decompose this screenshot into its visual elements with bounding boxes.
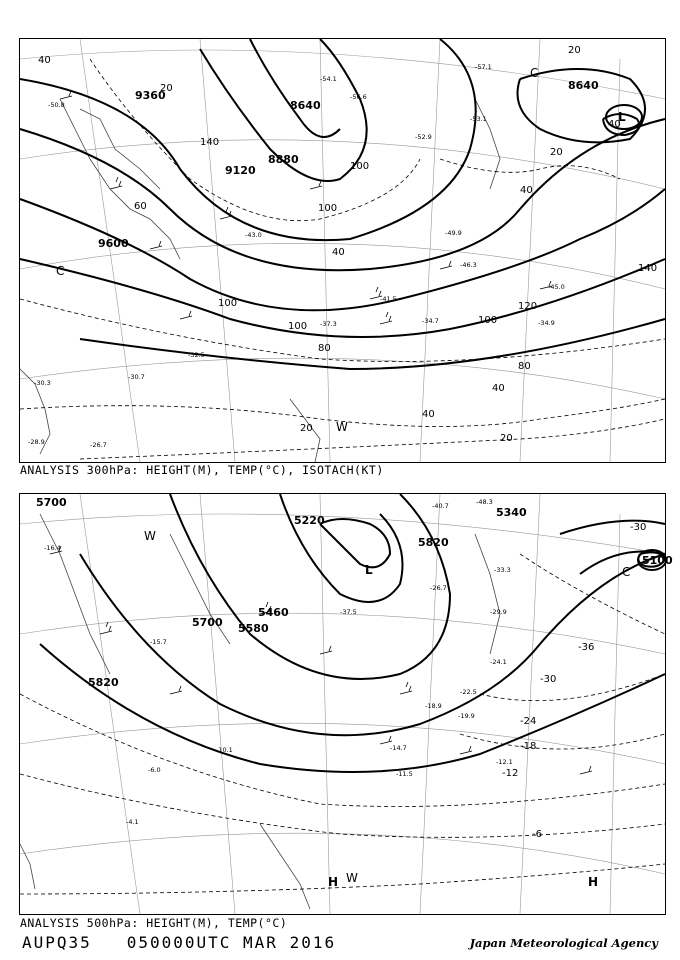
cold-center: C (56, 264, 65, 278)
isotach-label: 40 (38, 55, 51, 66)
caption-500hpa: ANALYSIS 500hPa: HEIGHT(M), TEMP(°C) (20, 916, 288, 930)
isotherm-label: -36 (578, 642, 595, 653)
isotach-label: 20 (500, 433, 513, 444)
chart-300hpa (19, 38, 666, 463)
temp-label: -50.8 (48, 101, 65, 109)
height-label: 8640 (290, 99, 321, 112)
temp-label: -19.9 (458, 712, 475, 720)
temp-label: -6.0 (148, 766, 161, 774)
isotach-label: 20 (300, 423, 313, 434)
isotach-label: 100 (218, 298, 238, 309)
temp-label: -15.7 (150, 638, 167, 646)
temp-label: -22.5 (460, 688, 477, 696)
isotherm-label: -12 (502, 768, 519, 779)
coastline (20, 99, 500, 462)
temp-label: -30.7 (128, 373, 145, 381)
isotach-label: 100 (318, 203, 338, 214)
height-label: 5820 (418, 536, 449, 549)
cold-center: C (530, 66, 539, 80)
map-300hpa (20, 39, 665, 462)
high-center: H (328, 875, 339, 889)
height-label: 5700 (36, 496, 67, 509)
temp-label: -18.9 (425, 702, 442, 710)
high-center: H (588, 875, 599, 889)
cold-center: C (622, 565, 631, 579)
isotach-label: 40 (492, 383, 505, 394)
temp-label: -11.5 (396, 770, 413, 778)
temp-label: -24.1 (490, 658, 507, 666)
temp-label: -30.3 (34, 379, 51, 387)
low-center: L (618, 110, 626, 124)
temp-label: -28.9 (28, 438, 45, 446)
height-label: 9600 (98, 237, 129, 250)
temp-label: -14.7 (390, 744, 407, 752)
isotach-label: 100 (288, 321, 308, 332)
isotach-label: 40 (608, 119, 621, 130)
isotach-label: 140 (200, 137, 220, 148)
isotach-label: 60 (134, 201, 147, 212)
temp-label: -33.3 (494, 566, 511, 574)
temp-label: -12.1 (496, 758, 513, 766)
temp-label: -57.1 (475, 63, 492, 71)
temp-label: -4.1 (126, 818, 139, 826)
temp-label: -34.9 (538, 319, 555, 327)
map-500hpa (20, 494, 673, 914)
height-label: 5220 (294, 514, 325, 527)
temp-label: -41.5 (380, 295, 397, 303)
isotherm-label: -30 (630, 522, 647, 533)
height-label: 5820 (88, 676, 119, 689)
isotach-label: 100 (350, 161, 370, 172)
chart-code-and-time (22, 933, 336, 952)
temp-label: -53.1 (470, 115, 487, 123)
isotherm-label: -6 (532, 829, 542, 840)
height-label: 8640 (568, 79, 599, 92)
height-label: 9120 (225, 164, 256, 177)
isotach-label: 40 (332, 247, 345, 258)
height-label: 9360 (135, 89, 166, 102)
temp-label: -49.9 (445, 229, 462, 237)
isotachs (20, 59, 665, 459)
isotach-label: 20 (568, 45, 581, 56)
temp-label: -40.7 (432, 502, 449, 510)
isotach-label: 120 (518, 301, 538, 312)
temp-label: -26.7 (90, 441, 107, 449)
height-label: 5580 (238, 622, 269, 635)
temp-label: -34.7 (422, 317, 439, 325)
height-labels (36, 496, 673, 689)
isotach-label: 20 (550, 147, 563, 158)
isotach-label: 100 (478, 315, 498, 326)
height-label: 5340 (496, 506, 527, 519)
low-center: L (365, 563, 373, 577)
temp-label: -48.3 (476, 498, 493, 506)
isotach-label: 80 (318, 343, 331, 354)
isotach-label: 80 (518, 361, 531, 372)
temp-label: -52.9 (415, 133, 432, 141)
warm-center: W (336, 420, 348, 434)
isotherm-label: -30 (540, 674, 557, 685)
height-label: 8880 (268, 153, 299, 166)
temp-label: -16.4 (44, 544, 61, 552)
isotach-label: 140 (638, 263, 658, 274)
temp-label: -26.7 (430, 584, 447, 592)
height-label: 5460 (258, 606, 289, 619)
warm-center: W (144, 529, 156, 543)
graticule (20, 494, 665, 914)
chart-500hpa (19, 493, 673, 915)
temp-label: -10.1 (216, 746, 233, 754)
temp-label: -46.3 (460, 261, 477, 269)
temp-label: -37.5 (340, 608, 357, 616)
height-label: 5700 (192, 616, 223, 629)
chart-code: AUPQ35 (22, 933, 92, 952)
isotach-label: 20 (160, 83, 173, 94)
warm-center: W (346, 871, 358, 885)
chart-datetime: 050000UTC MAR 2016 (126, 933, 337, 952)
isotach-label: 40 (422, 409, 435, 420)
temp-label: -37.3 (320, 320, 337, 328)
isotach-label: 40 (520, 185, 533, 196)
temp-label: -43.0 (245, 231, 262, 239)
temperature-labels (28, 63, 565, 449)
agency-name: Japan Meteorological Agency (469, 936, 658, 950)
temp-label: -32.5 (188, 351, 205, 359)
isotherm-label: -24 (520, 716, 537, 727)
isotherm-label: -18 (520, 741, 537, 752)
height-label: 5100 (642, 554, 673, 567)
temp-label: -54.1 (320, 75, 337, 83)
height-labels (98, 79, 599, 250)
temp-label: -29.9 (490, 608, 507, 616)
wind-barbs (50, 546, 595, 774)
caption-300hpa: ANALYSIS 300hPa: HEIGHT(M), TEMP(°C), ISOTACH(KT) (20, 463, 384, 477)
temp-label: -45.0 (548, 283, 565, 291)
temp-label: -56.6 (350, 93, 367, 101)
